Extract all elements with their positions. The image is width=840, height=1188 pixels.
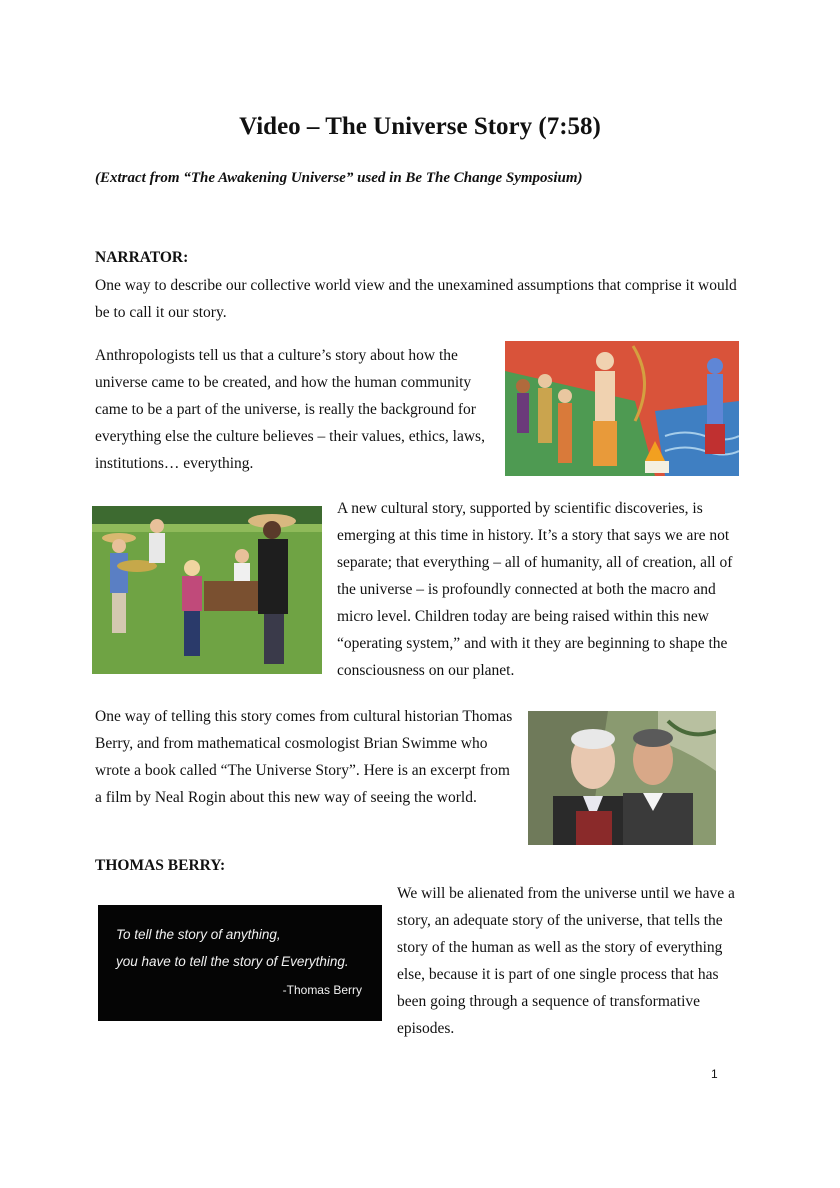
paragraph-new-story: A new cultural story, supported by scientific discoveries, is emerging at this time in history. It’s a story that says we are not separate; that everything – all of humanity, all of creation, all of the universe – is profoundly connected at both the macro and micro level. Children today are being raised within this new “operating system,” and with it they are beginning to shape the consciousness on our planet. (337, 500, 733, 679)
quote-author: -Thomas Berry (282, 983, 362, 997)
paragraph-berry-swimme: One way of telling this story comes from cultural historian Thomas Berry, and from mathematical cosmologist Brian Swimme who wrote a book called “The Universe Story”. Here is an excerpt from a film by Neal Rogin about this new way of seeing the world. (95, 708, 513, 806)
berry-swimme-photo (528, 711, 716, 845)
paragraph-intro: One way to describe our collective world view and the unexamined assumptions that comprise it would be to call it our story. (95, 277, 737, 321)
mythology-painting-image (505, 341, 739, 476)
document-title: Video – The Universe Story (7:58) (239, 113, 601, 140)
quote-line-2: you have to tell the story of Everything. (116, 954, 349, 969)
page-number: 1 (711, 1067, 718, 1081)
paragraph-anthropologists: Anthropologists tell us that a culture’s story about how the universe came to be created, and how the human community came to be a part of the universe, is really the background for everything else the culture believes – their values, ethics, laws, institutions… everything. (95, 347, 485, 472)
paragraph-berry-quote: We will be alienated from the universe until we have a story, an adequate story of the universe, that tells the story of the human as well as the story of everything else, because it is part of one single process that has been going through a sequence of transformative episodes. (397, 885, 735, 1037)
narrator-label: NARRATOR: (95, 249, 189, 266)
children-garden-image (92, 506, 322, 674)
thomas-berry-label: THOMAS BERRY: (95, 857, 226, 874)
document-subtitle: (Extract from “The Awakening Universe” used in Be The Change Symposium) (95, 170, 583, 186)
quote-line-1: To tell the story of anything, (116, 927, 281, 942)
quote-card (98, 905, 382, 1021)
